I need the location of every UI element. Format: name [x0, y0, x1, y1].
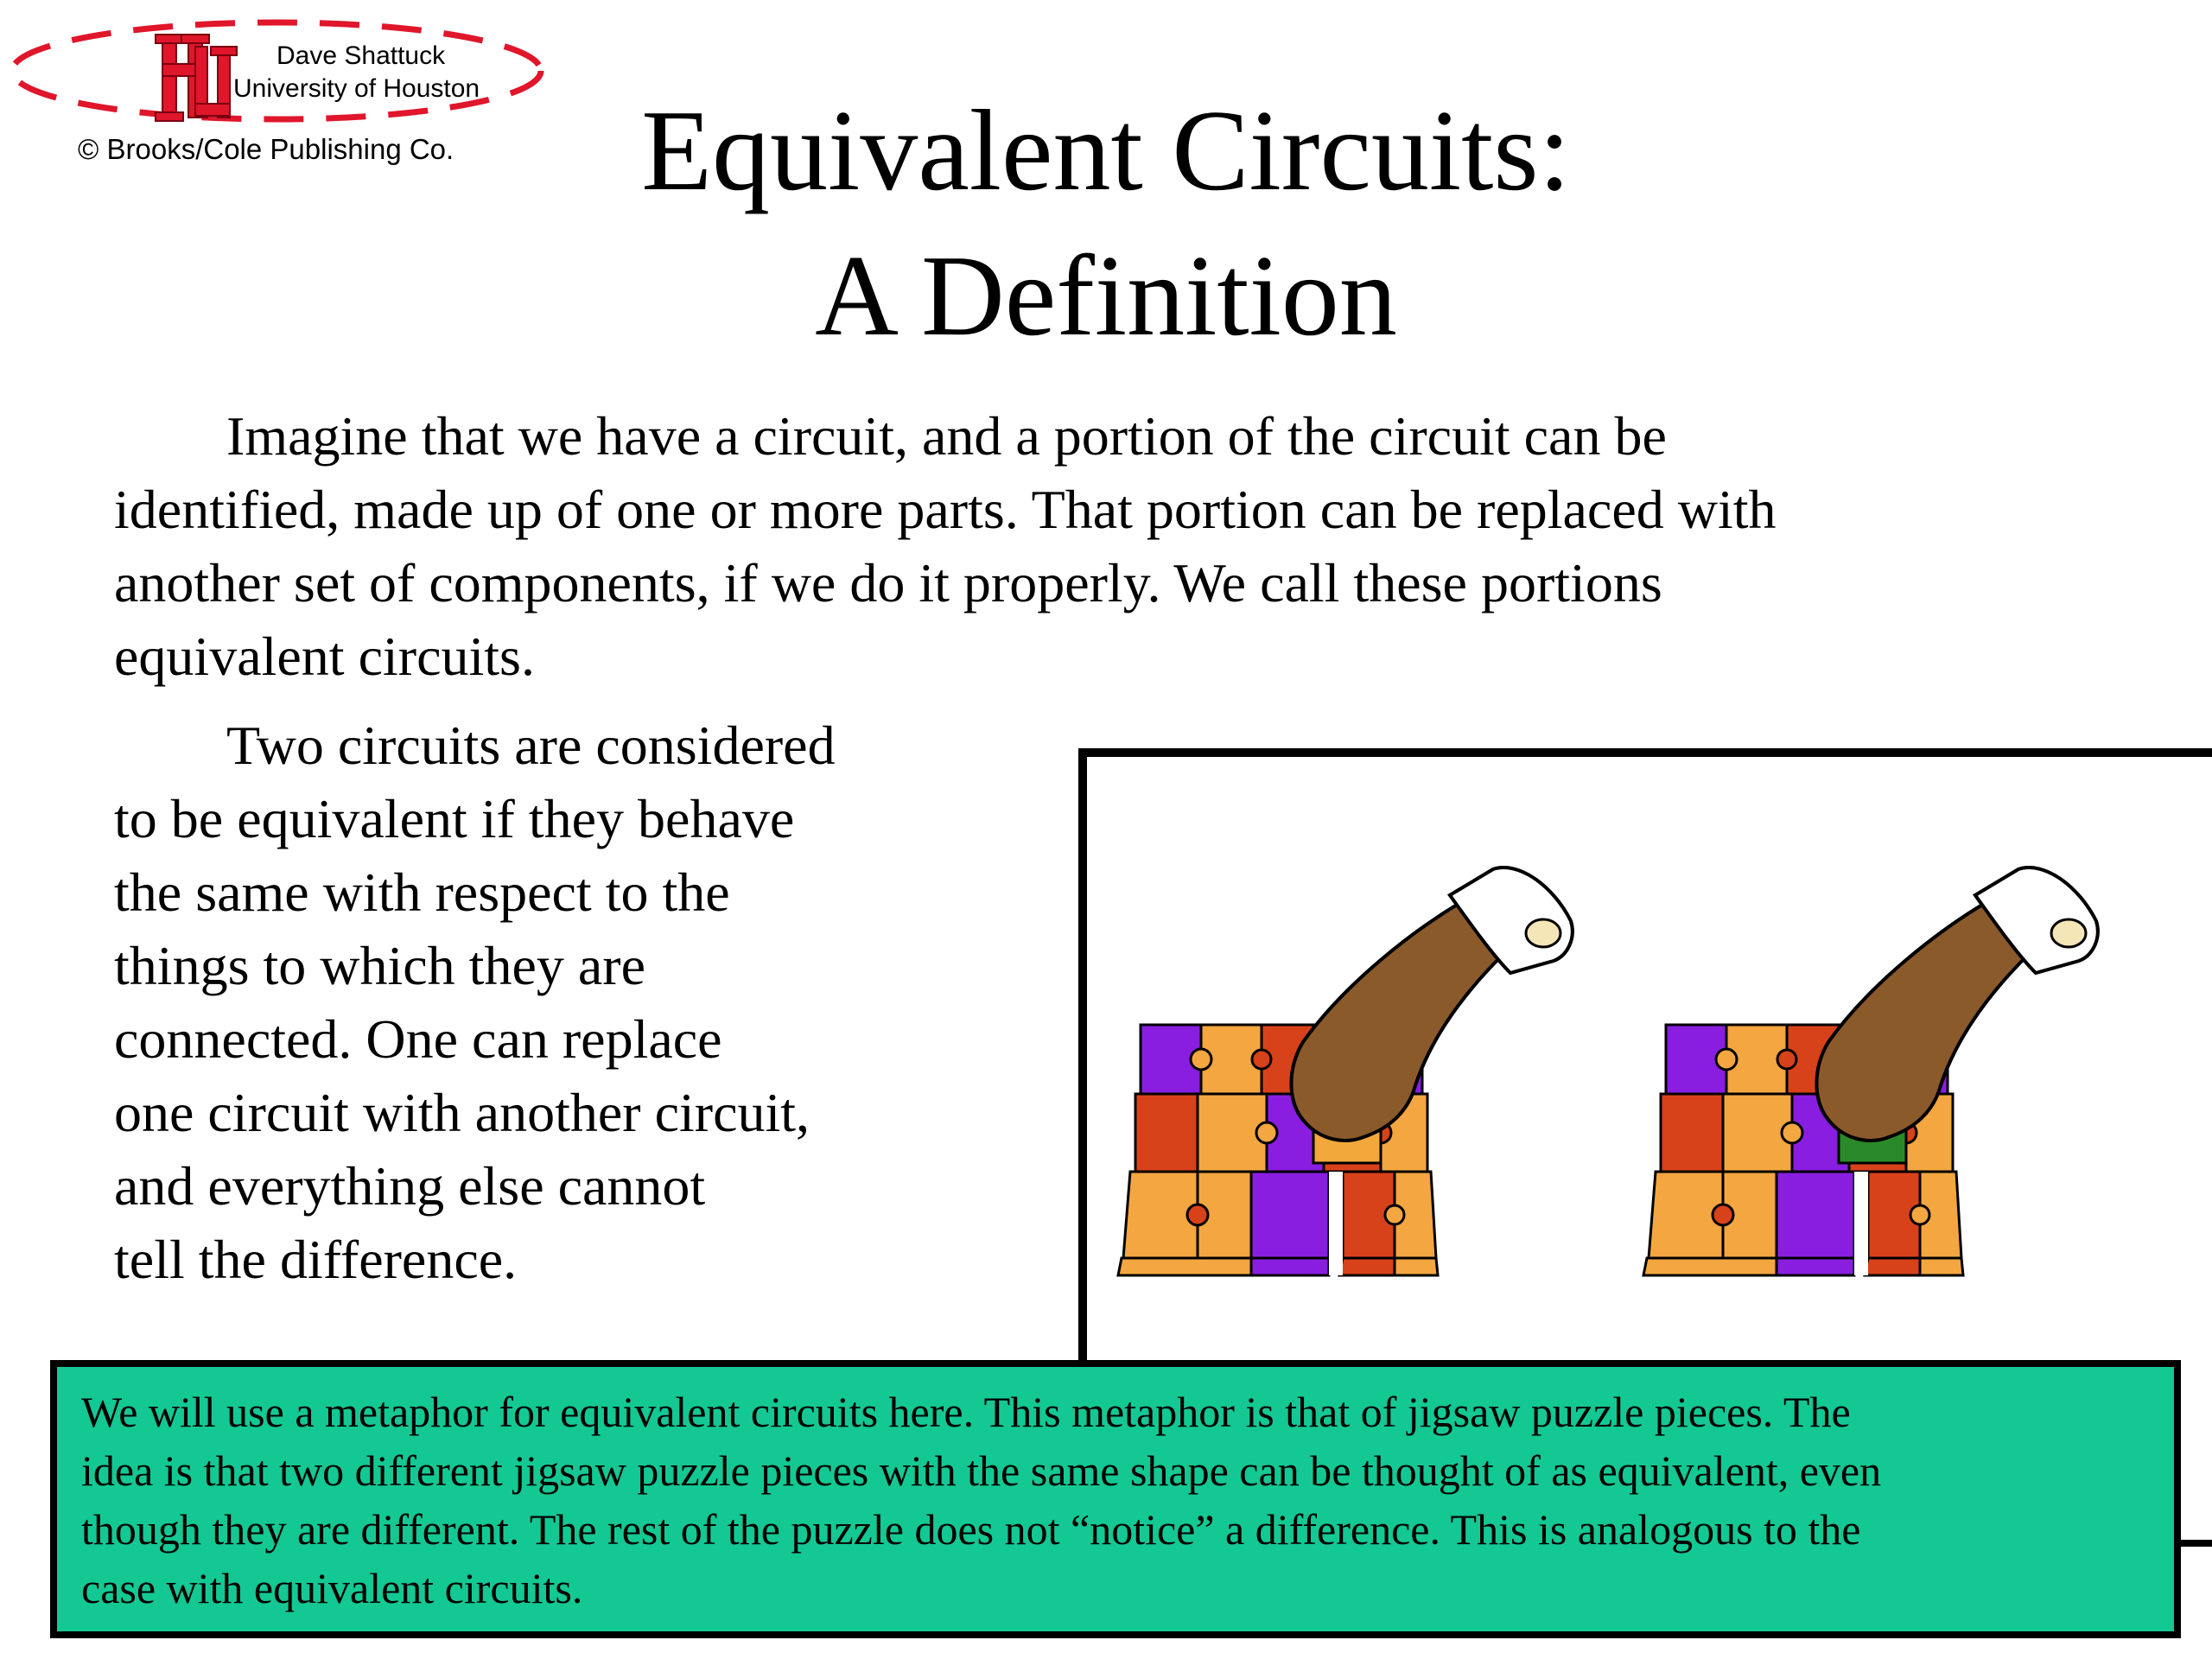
hand-right: [1817, 904, 2028, 1141]
paragraph-line: to be equivalent if they behave: [114, 788, 795, 849]
cufflink-right: [2051, 919, 2086, 947]
title-line-2: A Definition: [815, 232, 1397, 359]
note-line: case with equivalent circuits.: [81, 1564, 583, 1612]
logo-block: [7, 14, 560, 169]
frame-edge-tick: [2181, 1540, 2212, 1547]
paragraph-line: equivalent circuits.: [114, 626, 535, 687]
note-line: idea is that two different jigsaw puzzle pieces with the same shape can be thought of as equivalent, even: [81, 1446, 1882, 1495]
metaphor-note-box: [50, 1360, 2181, 1638]
paragraph-line: tell the difference.: [114, 1229, 518, 1290]
paragraph-line: things to which they are: [114, 935, 645, 996]
paragraph-line: identified, made up of one or more parts. That portion can be replaced with: [114, 479, 1777, 540]
institution-name: University of Houston: [233, 74, 480, 103]
paragraph-line: another set of components, if we do it properly. We call these portions: [114, 552, 1662, 613]
paragraph-line: the same with respect to the: [114, 861, 730, 923]
illustration-frame: [1078, 748, 2212, 1405]
intro-paragraph: [114, 399, 2041, 693]
slide-title: [484, 78, 1728, 368]
definition-paragraph: [114, 709, 1013, 1296]
paragraph-line: one circuit with another circuit,: [114, 1082, 810, 1143]
copyright-notice: © Brooks/Cole Publishing Co.: [78, 133, 454, 165]
cufflink-left: [1526, 919, 1560, 947]
puzzle-right: [1630, 868, 2098, 1275]
paragraph-line: connected. One can replace: [114, 1008, 722, 1070]
puzzle-left: [1104, 868, 1573, 1275]
jigsaw-puzzle-illustration: [1087, 757, 2212, 1405]
title-line-1: Equivalent Circuits:: [641, 86, 1571, 214]
note-line: We will use a metaphor for equivalent circuits here. This metaphor is that of jigsaw puzzle pieces. The: [81, 1388, 1851, 1436]
university-logo-mark: [154, 29, 240, 133]
paragraph-line: Imagine that we have a circuit, and a portion of the circuit can be: [226, 405, 1667, 467]
paragraph-line: Two circuits are considered: [226, 715, 836, 776]
author-name: Dave Shattuck: [276, 41, 446, 70]
note-line: though they are different. The rest of the puzzle does not “notice” a difference. This is analogous to the: [81, 1505, 1861, 1554]
hand-left: [1292, 904, 1503, 1141]
paragraph-line: and everything else cannot: [114, 1155, 706, 1217]
